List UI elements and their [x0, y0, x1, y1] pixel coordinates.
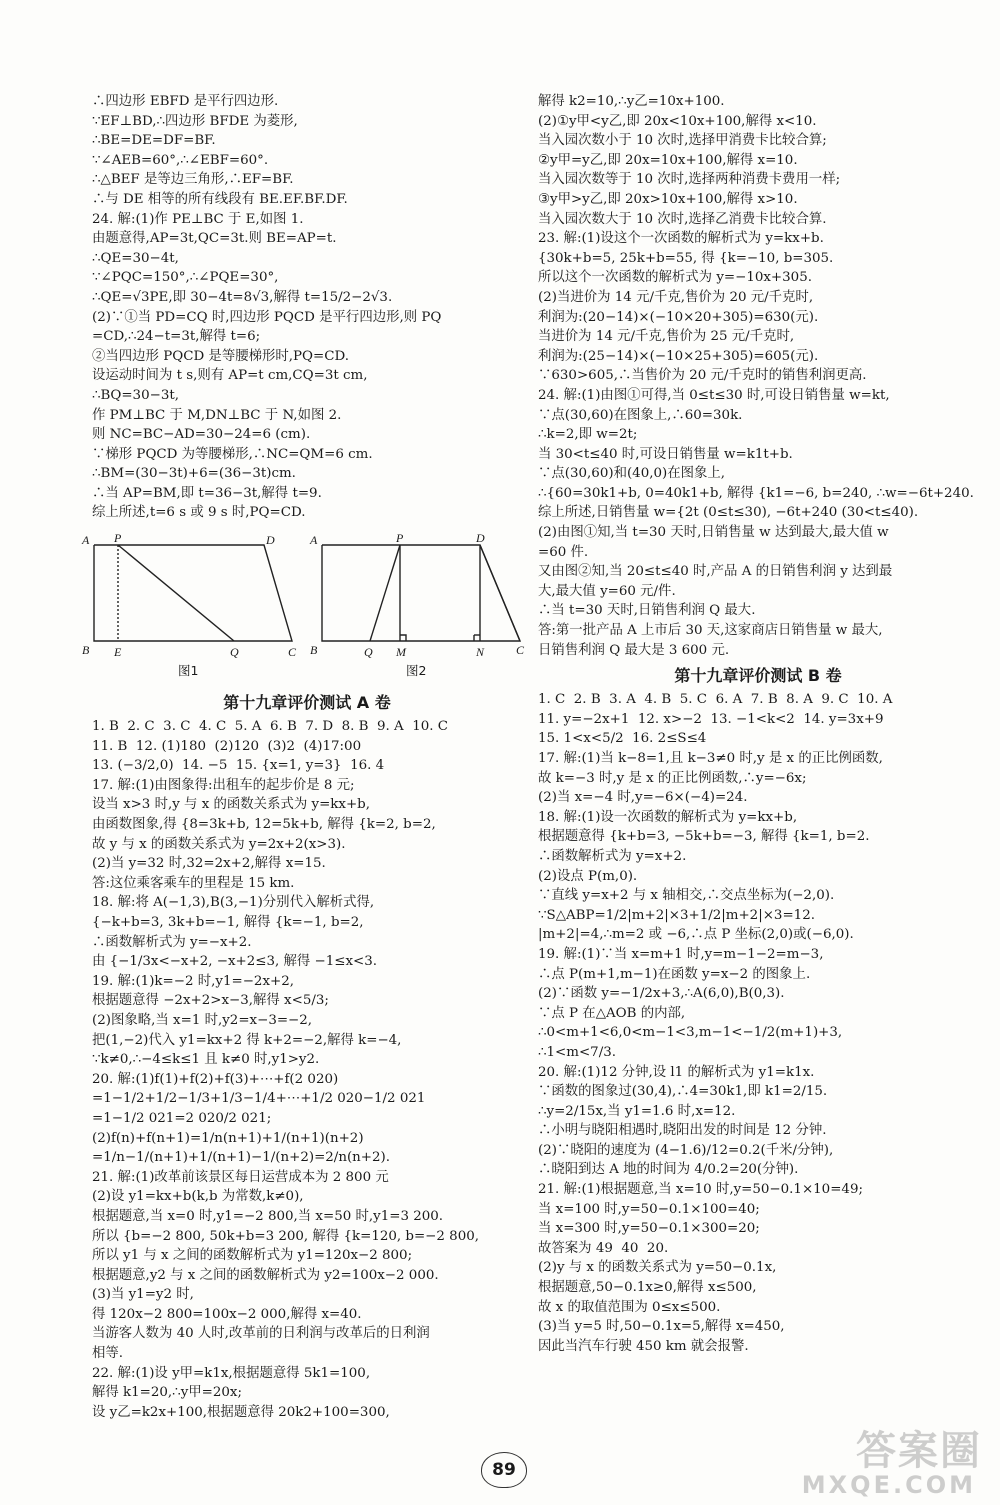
text-line: 设当 x>3 时,y 与 x 的函数关系式为 y=kx+b, — [92, 797, 370, 813]
text-line: 答:这位乘客乘车的里程是 15 km. — [92, 875, 295, 891]
text-line: 24. 解:(1)作 PE⊥BC 于 E,如图 1. — [92, 211, 304, 227]
text-line: 利润为:(20−14)×(−10×20+305)=630(元). — [538, 309, 819, 325]
text-line: 所以 {b=−2 800, 50k+b=3 200, 解得 {k=120, b=−2 800, — [92, 1228, 479, 1244]
left-text-block-b — [92, 717, 522, 1422]
text-line: ∵EF⊥BD,∴四边形 BFDE 为菱形, — [92, 113, 298, 129]
right-column — [538, 92, 978, 1356]
text-line: ∴BQ=30−3t, — [92, 387, 179, 403]
text-line: 故答案为 49 40 20. — [538, 1240, 669, 1256]
left-text-block-a — [92, 92, 522, 523]
text-line: (2)∵晓阳的速度为 (4−1.6)/12=0.2(千米/分钟), — [538, 1142, 834, 1158]
text-line: 得 120x−2 800=100x−2 000,解得 x=40. — [92, 1306, 362, 1322]
label-A1: A — [82, 533, 90, 548]
text-line: 21. 解:(1)根据题意,当 x=10 时,y=50−0.1×10=49; — [538, 1182, 863, 1198]
text-line: 当入园次数等于 10 次时,选择两种消费卡费用一样; — [538, 172, 841, 188]
text-line: 当 30<t≤40 时,可设日销售量 w=k1t+b. — [538, 446, 793, 462]
text-line: ∴函数解析式为 y=x+2. — [538, 848, 687, 864]
text-line: ∴y=2/15x,当 y1=1.6 时,x=12. — [538, 1103, 736, 1119]
label-Q1: Q — [230, 645, 239, 660]
text-line: 11. y=−2x+1 12. x>−2 13. −1<k<2 14. y=3x+9 — [538, 711, 884, 727]
right-text-block-b — [538, 690, 978, 1356]
label-M2: M — [396, 645, 406, 660]
section-title-a: 第十九章评价测试 A 卷 — [223, 693, 391, 713]
text-line: 设 y乙=k2x+100,根据题意得 20k2+100=300, — [92, 1404, 390, 1420]
text-line: ∵梯形 PQCD 为等腰梯形,∴NC=QM=6 cm. — [92, 446, 373, 462]
text-line: ∴BE=DE=DF=BF. — [92, 133, 216, 149]
label-D1: D — [266, 533, 275, 548]
text-line: ②当四边形 PQCD 是等腰梯形时,PQ=CD. — [92, 348, 350, 364]
text-line: ∴小明与晓阳相遇时,晓阳出发的时间是 12 分钟. — [538, 1123, 827, 1139]
text-line: (2)设点 P(m,0). — [538, 868, 638, 884]
text-line: ∵直线 y=x+2 与 x 轴相交,∴交点坐标为(−2,0). — [538, 888, 835, 904]
text-line: 由 {−1/3x<−x+2, −x+2≤3, 解得 −1≤x<3. — [92, 954, 378, 970]
text-line: ∴QE=30−4t, — [92, 250, 179, 266]
text-line: ∴{60=30k1+b, 0=40k1+b, 解得 {k1=−6, b=240, ∴w=−6t+240. — [538, 485, 974, 501]
text-line: 由题意得,AP=3t,QC=3t.则 BE=AP=t. — [92, 231, 337, 247]
text-line: (2)f(n)+f(n+1)=1/n(n+1)+1/(n+1)(n+2) — [92, 1130, 364, 1146]
text-line: ∴1<m<7/3. — [538, 1044, 616, 1060]
text-line: =60 件. — [538, 544, 589, 560]
text-line: ∵点 P 在△AOB 的内部, — [538, 1005, 686, 1021]
text-line: =1/n−1/(n+1)+1/(n+1)−1/(n+2)=2/n(n+2). — [92, 1150, 391, 1166]
text-line: ∴BM=(30−3t)+6=(36−3t)cm. — [92, 466, 296, 482]
text-line: ∵∠PQC=150°,∴∠PQE=30°, — [92, 270, 279, 286]
text-line: 综上所述,日销售量 w={2t (0≤t≤30), −6t+240 (30<t≤40). — [538, 505, 919, 521]
text-line: {−k+b=3, 3k+b=−1, 解得 {k=−1, b=2, — [92, 915, 364, 930]
label-E1: E — [114, 645, 122, 660]
text-line: (2)∵函数 y=−1/2x+3,∴A(6,0),B(0,3). — [538, 986, 785, 1002]
watermark-line1: 答案圈 — [856, 1428, 982, 1474]
text-line: ∴函数解析式为 y=−x+2. — [92, 934, 252, 950]
text-line: 作 PM⊥BC 于 M,DN⊥BC 于 N,如图 2. — [92, 407, 342, 423]
text-line: 根据题意,y2 与 x 之间的函数解析式为 y2=100x−2 000. — [92, 1267, 439, 1283]
text-line: 根据题意,50−0.1x≥0,解得 x≤500, — [538, 1280, 757, 1296]
text-line: 大,最大值 y=60 元/件. — [538, 583, 676, 599]
text-line: 23. 解:(1)设这个一次函数的解析式为 y=kx+b. — [538, 231, 824, 247]
caption-figure-2: 图2 — [406, 663, 427, 679]
text-line: 所以这个一次函数的解析式为 y=−10x+305. — [538, 270, 812, 286]
text-line: 解得 k2=10,∴y乙=10x+100. — [538, 94, 725, 109]
text-line: 22. 解:(1)设 y甲=k1x,根据题意得 5k1=100, — [92, 1365, 371, 1381]
text-line: 1. B 2. C 3. C 4. C 5. A 6. B 7. D 8. B 9. A 10. C — [92, 719, 449, 735]
text-line: 1. C 2. B 3. A 4. B 5. C 6. A 7. B 8. A 9. C 10. A — [538, 692, 893, 708]
text-line: ∴与 DE 相等的所有线段有 BE.EF.BF.DF. — [92, 191, 348, 207]
label-C1: C — [288, 645, 297, 660]
text-line: 19. 解:(1)∵当 x=m+1 时,y=m−1−2=m−3, — [538, 946, 824, 962]
text-line: ∴0<m+1<6,0<m−1<3,m−1<−1/2(m+1)+3, — [538, 1025, 843, 1041]
watermark-logo — [772, 1419, 982, 1499]
text-line: ∴四边形 EBFD 是平行四边形. — [92, 94, 279, 109]
label-C2: C — [516, 643, 525, 658]
text-line: 设运动时间为 t s,则有 AP=t cm,CQ=3t cm, — [92, 368, 368, 384]
label-D2: D — [476, 531, 485, 546]
text-line: ∴当 AP=BM,即 t=36−3t,解得 t=9. — [92, 485, 322, 501]
text-line: 18. 解:将 A(−1,3),B(3,−1)分别代入解析式得, — [92, 895, 375, 911]
text-line: 因此当汽车行驶 450 km 就会报警. — [538, 1338, 749, 1354]
label-A2: A — [310, 533, 318, 548]
text-line: ∵S△ABP=1/2|m+2|×3+1/2|m+2|×3=12. — [538, 907, 815, 923]
text-line: ∴k=2,即 w=2t; — [538, 427, 638, 443]
text-line: 由函数图象,得 {8=3k+b, 12=5k+b, 解得 {k=2, b=2, — [92, 817, 436, 833]
text-line: |m+2|=4,∴m=2 或 −6,∴点 P 坐标(2,0)或(−6,0). — [538, 927, 854, 943]
label-B2: B — [310, 643, 318, 658]
left-column — [82, 92, 525, 1422]
text-line: 当游客人数为 40 人时,改革前的日利润与改革后的日利润 — [92, 1326, 430, 1342]
text-line: 当入园次数小于 10 次时,选择甲消费卡比较合算; — [538, 133, 827, 149]
text-line: 13. (−3/2,0) 14. −5 15. {x=1, y=3} 16. 4 — [92, 758, 385, 774]
text-line: 20. 解:(1)f(1)+f(2)+f(3)+⋯+f(2 020) — [92, 1071, 339, 1087]
text-line: 20. 解:(1)12 分钟,设 l1 的解析式为 y1=k1x. — [538, 1064, 815, 1080]
text-line: ③y甲>y乙,即 20x>10x+100,解得 x>10. — [538, 191, 798, 207]
text-line: (2)y 与 x 的函数关系式为 y=50−0.1x, — [538, 1260, 777, 1276]
text-line: ∵k≠0,∴−4≤k≤1 且 k≠0 时,y1>y2. — [92, 1052, 320, 1068]
text-line: =CD,∴24−t=3t,解得 t=6; — [92, 329, 261, 345]
trapezoid-diagram — [84, 529, 524, 687]
caption-figure-1: 图1 — [178, 663, 199, 679]
text-line: 根据题意得 −2x+2>x−3,解得 x<5/3; — [92, 993, 329, 1009]
text-line: (2)当 y=32 时,32=2x+2,解得 x=15. — [92, 856, 326, 872]
text-line: ∵点(30,60)在图象上,∴60=30k. — [538, 407, 743, 423]
text-line: 利润为:(25−14)×(−10×25+305)=605(元). — [538, 348, 819, 364]
text-line: 答:第一批产品 A 上市后 30 天,这家商店日销售量 w 最大, — [538, 623, 883, 639]
label-P1: P — [114, 531, 122, 546]
text-line: 21. 解:(1)改革前该景区每日运营成本为 2 800 元 — [92, 1169, 389, 1185]
text-line: 19. 解:(1)k=−2 时,y1=−2x+2, — [92, 973, 294, 989]
text-line: (2)当 x=−4 时,y=−6×(−4)=24. — [538, 790, 748, 806]
text-line: (2)由图①知,当 t=30 天时,日销售量 w 达到最大,最大值 w — [538, 525, 889, 541]
label-Q2: Q — [364, 645, 373, 660]
text-line: 当 x=300 时,y=50−0.1×300=20; — [538, 1221, 760, 1237]
text-line: 24. 解:(1)由图①可得,当 0≤t≤30 时,可设日销售量 w=kt, — [538, 387, 890, 403]
text-line: ∴晓阳到达 A 地的时间为 4/0.2=20(分钟). — [538, 1162, 799, 1178]
text-line: (2)当进价为 14 元/千克,售价为 20 元/千克时, — [538, 289, 814, 305]
text-line: {30k+b=5, 25k+b=55, 得 {k=−10, b=305. — [538, 250, 834, 266]
label-B1: B — [82, 643, 90, 658]
text-line: (2)设 y1=kx+b(k,b 为常数,k≠0), — [92, 1189, 304, 1205]
text-line: 当 x=100 时,y=50−0.1×100=40; — [538, 1201, 760, 1217]
text-line: 则 NC=BC−AD=30−24=6 (cm). — [92, 427, 311, 443]
text-line: =1−1/2 021=2 020/2 021; — [92, 1110, 272, 1126]
text-line: 日销售利润 Q 最大是 3 600 元. — [538, 642, 730, 658]
text-line: 把(1,−2)代入 y1=kx+2 得 k+2=−2,解得 k=−4, — [92, 1032, 402, 1048]
text-line: 11. B 12. (1)180 (2)120 (3)2 (4)17:00 — [92, 738, 362, 754]
text-line: 根据题意,当 x=0 时,y1=−2 800,当 x=50 时,y1=3 200. — [92, 1208, 444, 1224]
text-line: 故 x 的取值范围为 0≤x≤500. — [538, 1299, 721, 1315]
right-text-block-a — [538, 92, 978, 660]
text-line: ∵函数的图象过(30,4),∴4=30k1,即 k1=2/15. — [538, 1084, 828, 1100]
text-line: 18. 解:(1)设一次函数的解析式为 y=kx+b, — [538, 809, 798, 825]
label-P2: P — [396, 531, 404, 546]
text-line: (2)图象略,当 x=1 时,y2=x−3=−2, — [92, 1012, 313, 1028]
text-line: (3)当 y1=y2 时, — [92, 1287, 194, 1303]
text-line: ∴△BEF 是等边三角形,∴EF=BF. — [92, 172, 294, 188]
section-title-b: 第十九章评价测试 B 卷 — [674, 666, 842, 686]
label-N2: N — [476, 645, 485, 660]
text-line: ∵630>605,∴当售价为 20 元/千克时的销售利润更高. — [538, 368, 867, 384]
text-line: =1−1/2+1/2−1/3+1/3−1/4+⋯+1/2 020−1/2 021 — [92, 1091, 426, 1107]
watermark-line2: MXQE.COM — [801, 1471, 976, 1499]
text-line: 15. 1<x<5/2 16. 2≤S≤4 — [538, 731, 707, 747]
text-line: ∵∠AEB=60°,∴∠EBF=60°. — [92, 152, 269, 168]
text-line: 解得 k1=20,∴y甲=20x; — [92, 1385, 242, 1401]
page-number: 89 — [481, 1452, 527, 1488]
figure-trapezoids — [82, 529, 525, 687]
text-line: 又由图②知,当 20≤t≤40 时,产品 A 的日销售利润 y 达到最 — [538, 564, 893, 580]
text-line: (2)∵①当 PD=CQ 时,四边形 PQCD 是平行四边形,则 PQ — [92, 309, 442, 325]
text-line: ∴点 P(m+1,m−1)在函数 y=x−2 的图象上. — [538, 966, 811, 982]
text-line: 当入园次数大于 10 次时,选择乙消费卡比较合算. — [538, 211, 827, 227]
text-line: ②y甲=y乙,即 20x=10x+100,解得 x=10. — [538, 152, 798, 168]
text-line: ∴当 t=30 天时,日销售利润 Q 最大. — [538, 603, 756, 619]
text-line: 故 k=−3 时,y 是 x 的正比例函数,∴y=−6x; — [538, 770, 807, 786]
text-line: 当进价为 14 元/千克,售价为 25 元/千克时, — [538, 329, 795, 345]
text-line: 17. 解:(1)由图象得:出租车的起步价是 8 元; — [92, 777, 355, 793]
text-line: 综上所述,t=6 s 或 9 s 时,PQ=CD. — [92, 505, 306, 521]
text-line: ∴QE=√3PE,即 30−4t=8√3,解得 t=15/2−2√3. — [92, 289, 393, 305]
text-line: 相等. — [92, 1346, 124, 1362]
text-line: 所以 y1 与 x 之间的函数解析式为 y1=120x−2 800; — [92, 1248, 413, 1264]
text-line: ∵点(30,60)和(40,0)在图象上, — [538, 466, 726, 482]
text-line: 根据题意得 {k+b=3, −5k+b=−3, 解得 {k=1, b=2. — [538, 829, 870, 845]
text-line: 故 y 与 x 的函数关系式为 y=2x+2(x>3). — [92, 836, 346, 852]
text-line: (3)当 y=5 时,50−0.1x=5,解得 x=450, — [538, 1319, 785, 1335]
text-line: (2)①y甲<y乙,即 20x<10x+100,解得 x<10. — [538, 113, 817, 129]
text-line: 17. 解:(1)当 k−8=1,且 k−3≠0 时,y 是 x 的正比例函数, — [538, 751, 883, 766]
